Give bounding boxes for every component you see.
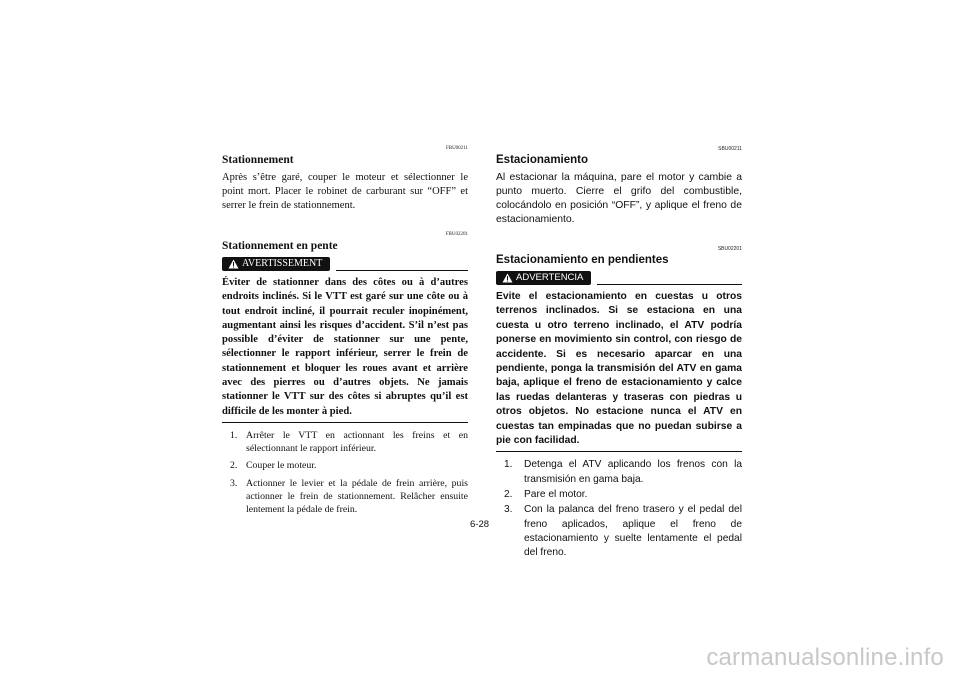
warning-triangle-icon <box>228 259 239 269</box>
step-text: Actionner le levier et la pédale de frein arrière, puis actionner le frein de stationnement. Relâcher ensuite lentement la pédale de frein. <box>246 477 468 515</box>
warning-text: Éviter de stationner dans des côtes ou à d’autres endroits inclinés. Si le VTT est garé sur une côte ou à tout endroit incliné, il pourrait reculer inopinément, augmentant ainsi les risques d’accident. S’il n’est pas possible d’éviter de stationner sur une pente, sélectionner le rapport inférieur, serrer le frein de stationnement et bloquer les roues avant et arrière avec des pierres ou d’autres objets. Ne jamais stationner le VTT sur des côtes si abruptes qu’il est difficile de les monter à pied. <box>222 277 468 417</box>
watermark: carmanualsonline.info <box>706 644 944 671</box>
list-item <box>496 488 742 502</box>
list-item <box>222 477 468 517</box>
step-text: Arrêter le VTT en actionnant les freins et en sélectionnant le rapport inférieur. <box>246 429 468 455</box>
step-text: Pare el motor. <box>524 489 588 501</box>
section-heading: Stationnement <box>222 154 294 166</box>
warning-badge <box>222 257 330 271</box>
step-text: Couper le moteur. <box>246 460 317 472</box>
section-code: SBU02201 <box>717 246 742 252</box>
section-paragraph: Après s’être garé, couper le moteur et sélectionner le point mort. Placer le robinet de carburant sur “OFF” et serrer le frein de stationnement. <box>222 172 468 211</box>
section-heading: Estacionamiento en pendientes <box>496 254 669 266</box>
step-text: Detenga el ATV aplicando los frenos con la transmisión en gama baja. <box>524 459 742 485</box>
french-column <box>222 146 468 520</box>
step-list <box>222 429 468 516</box>
step-list <box>496 458 742 560</box>
step-number: 1. <box>230 429 238 441</box>
list-item <box>222 429 468 455</box>
section-code: SBU00211 <box>718 146 742 152</box>
section-heading: Stationnement en pente <box>222 240 338 252</box>
section-paragraph: Al estacionar la máquina, pare el motor y cambie a punto muerto. Cierre el grifo del combustible, colocándolo en posición “OFF”, y aplique el freno de estacionamiento. <box>496 172 742 225</box>
list-item <box>222 459 468 472</box>
step-number: 1. <box>504 459 513 471</box>
list-item <box>496 503 742 560</box>
warning-end-divider <box>496 451 742 452</box>
step-number: 2. <box>230 460 238 472</box>
warning-label: ADVERTENCIA <box>516 272 584 283</box>
warning-text: Evite el estacionamiento en cuestas u otros terrenos inclinados. Si se estaciona en una cuesta u otro terreno inclinado, el ATV podría ponerse en movimiento sin control, con riesgo de accidente. Si es necesario aparcar en una pendiente, ponga la transmisión del ATV en gama baja, aplique el freno de estacionamiento y calce las ruedas delanteras y traseras con piedras u otros objetos. No estacione nunca el ATV en cuestas tan empinadas que no puedan subirse a pie con facilidad. <box>496 291 742 447</box>
list-item <box>496 458 742 487</box>
warning-header <box>222 257 468 271</box>
page-number: 6-28 <box>470 519 490 530</box>
step-text: Con la palanca del freno trasero y el pedal del freno aplicados, aplique el freno de estacionamiento y suelte lentamente el pedal del freno. <box>524 504 742 559</box>
section-code: FBU02201 <box>445 232 468 237</box>
section-code: FBU00211 <box>445 146 468 151</box>
section-heading: Estacionamiento <box>496 154 589 166</box>
spanish-column <box>496 146 742 562</box>
warning-triangle-icon <box>502 273 513 283</box>
warning-label: AVERTISSEMENT <box>242 258 323 269</box>
step-number: 2. <box>504 489 513 501</box>
warning-divider <box>597 284 742 285</box>
warning-header <box>496 271 742 285</box>
step-number: 3. <box>504 504 513 516</box>
warning-badge <box>496 271 591 285</box>
warning-divider <box>336 270 468 271</box>
step-number: 3. <box>230 477 238 489</box>
warning-end-divider <box>222 422 468 423</box>
